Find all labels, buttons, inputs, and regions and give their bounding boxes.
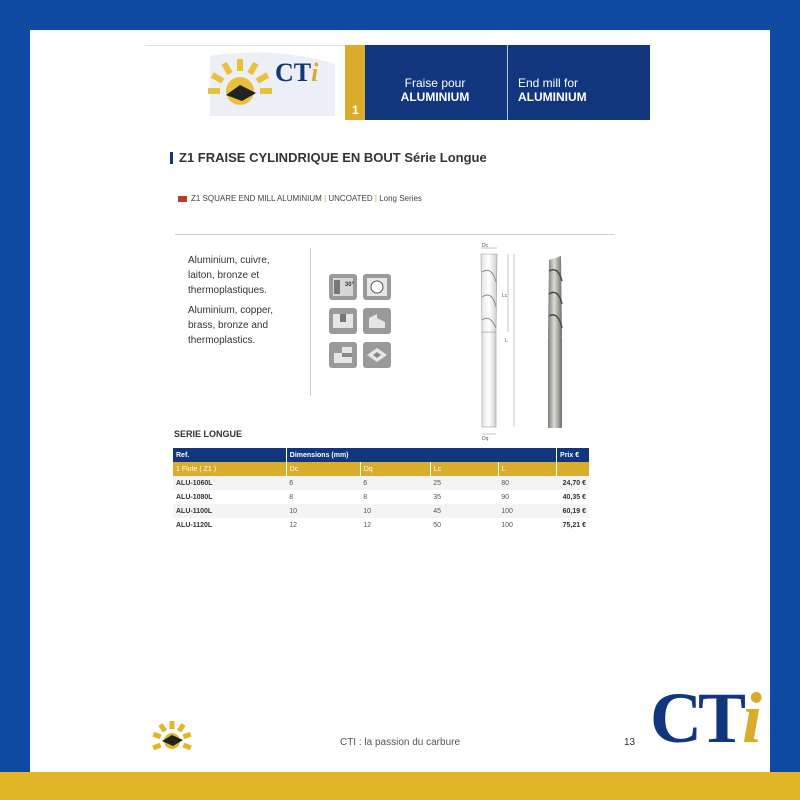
cell-lc: 35 — [430, 490, 498, 504]
vertical-divider — [310, 248, 311, 396]
section-number: 1 — [352, 103, 359, 117]
slot-icon — [329, 308, 357, 334]
cell-price: 24,70 € — [557, 476, 589, 490]
cell-dq: 8 — [360, 490, 430, 504]
cell-dc: 10 — [286, 504, 360, 518]
description-fr: Aluminium, cuivre, laiton, bronze et thermoplastiques. — [188, 255, 270, 296]
side-cut-icon — [363, 308, 391, 334]
label-dc: Dc — [482, 243, 489, 249]
col-price: Prix € — [557, 448, 589, 462]
cti-logo-i: i — [742, 678, 759, 758]
cell-price: 40,35 € — [557, 490, 589, 504]
divider — [175, 234, 615, 235]
header-fr-line1: Fraise pour — [404, 76, 466, 90]
subtitle-sep1: | — [321, 194, 329, 203]
cell-l: 100 — [498, 518, 556, 532]
col-dq: Dq — [360, 462, 430, 476]
col-lc: Lc — [430, 462, 498, 476]
cell-l: 90 — [498, 490, 556, 504]
cti-logo-c: C — [650, 678, 698, 758]
series-title: SERIE LONGUE — [174, 429, 243, 439]
cell-ref: ALU-1100L — [173, 504, 286, 518]
col-dimensions: Dimensions (mm) — [286, 448, 556, 462]
spec-table — [173, 448, 589, 532]
cell-ref: ALU-1120L — [173, 518, 286, 532]
helix-30-icon — [329, 274, 357, 300]
table-row — [173, 490, 589, 504]
cell-l: 100 — [498, 504, 556, 518]
subtitle-part1: Z1 SQUARE END MILL ALUMINIUM — [191, 194, 322, 203]
header-en-line2: ALUMINIUM — [518, 90, 587, 104]
table-row — [173, 504, 589, 518]
product-title: Z1 FRAISE CYLINDRIQUE EN BOUT Série Longue — [179, 150, 487, 165]
col-ref: Ref. — [173, 448, 286, 462]
cell-price: 75,21 € — [557, 518, 589, 532]
table-row — [173, 518, 589, 532]
endmill-photo — [540, 256, 570, 431]
table-subheader-row — [173, 462, 589, 476]
cell-ref: ALU-1060L — [173, 476, 286, 490]
description-en: Aluminium, copper, brass, bronze and thermoplastics. — [188, 305, 274, 346]
col-price-sub — [557, 462, 589, 476]
logo-letter-t: T — [293, 58, 312, 87]
cti-logo — [650, 678, 759, 758]
col-flutes: 1 Flute ( Z1 ) — [173, 462, 286, 476]
page-border-bottom — [0, 772, 800, 800]
pocket-icon — [363, 342, 391, 368]
header-logo — [145, 45, 345, 121]
page-number: 13 — [624, 737, 636, 748]
product-subtitle — [178, 194, 422, 203]
cell-lc: 50 — [430, 518, 498, 532]
subtitle-part3: Long Series — [379, 194, 422, 203]
sun-logo-small-icon — [150, 715, 194, 759]
cell-price: 60,19 € — [557, 504, 589, 518]
flag-icon — [178, 196, 187, 202]
endmill-drawing — [462, 242, 522, 442]
cell-dq: 10 — [360, 504, 430, 518]
cell-dq: 12 — [360, 518, 430, 532]
subtitle-part2: UNCOATED — [328, 194, 373, 203]
cell-dc: 6 — [286, 476, 360, 490]
header-divider — [507, 45, 508, 120]
header-title-en — [512, 76, 648, 104]
round-cut-icon — [363, 274, 391, 300]
header-title-fr — [370, 76, 500, 104]
cell-dc: 8 — [286, 490, 360, 504]
helix-angle-label: 30° — [344, 282, 354, 288]
table-row — [173, 476, 589, 490]
table-header-row — [173, 448, 589, 462]
subtitle-sep2: | — [372, 194, 380, 203]
title-marker — [170, 152, 173, 164]
cti-logo-t: T — [698, 678, 743, 758]
label-l: L — [505, 338, 508, 344]
cell-lc: 45 — [430, 504, 498, 518]
document-page — [30, 30, 770, 772]
label-lc: Lc — [502, 293, 508, 299]
footer-tagline: CTI : la passion du carbure — [339, 737, 461, 748]
header-en-line1: End mill for — [518, 76, 579, 90]
logo-letter-c: C — [275, 58, 294, 87]
col-l: L — [498, 462, 556, 476]
label-dq: Dq — [482, 436, 489, 442]
header-fr-line2: ALUMINIUM — [400, 90, 470, 104]
cell-dq: 6 — [360, 476, 430, 490]
cell-l: 80 — [498, 476, 556, 490]
cell-lc: 25 — [430, 476, 498, 490]
step-icon — [329, 342, 357, 368]
logo-letter-i: i — [311, 58, 319, 87]
col-dc: Dc — [286, 462, 360, 476]
cell-dc: 12 — [286, 518, 360, 532]
cell-ref: ALU-1080L — [173, 490, 286, 504]
